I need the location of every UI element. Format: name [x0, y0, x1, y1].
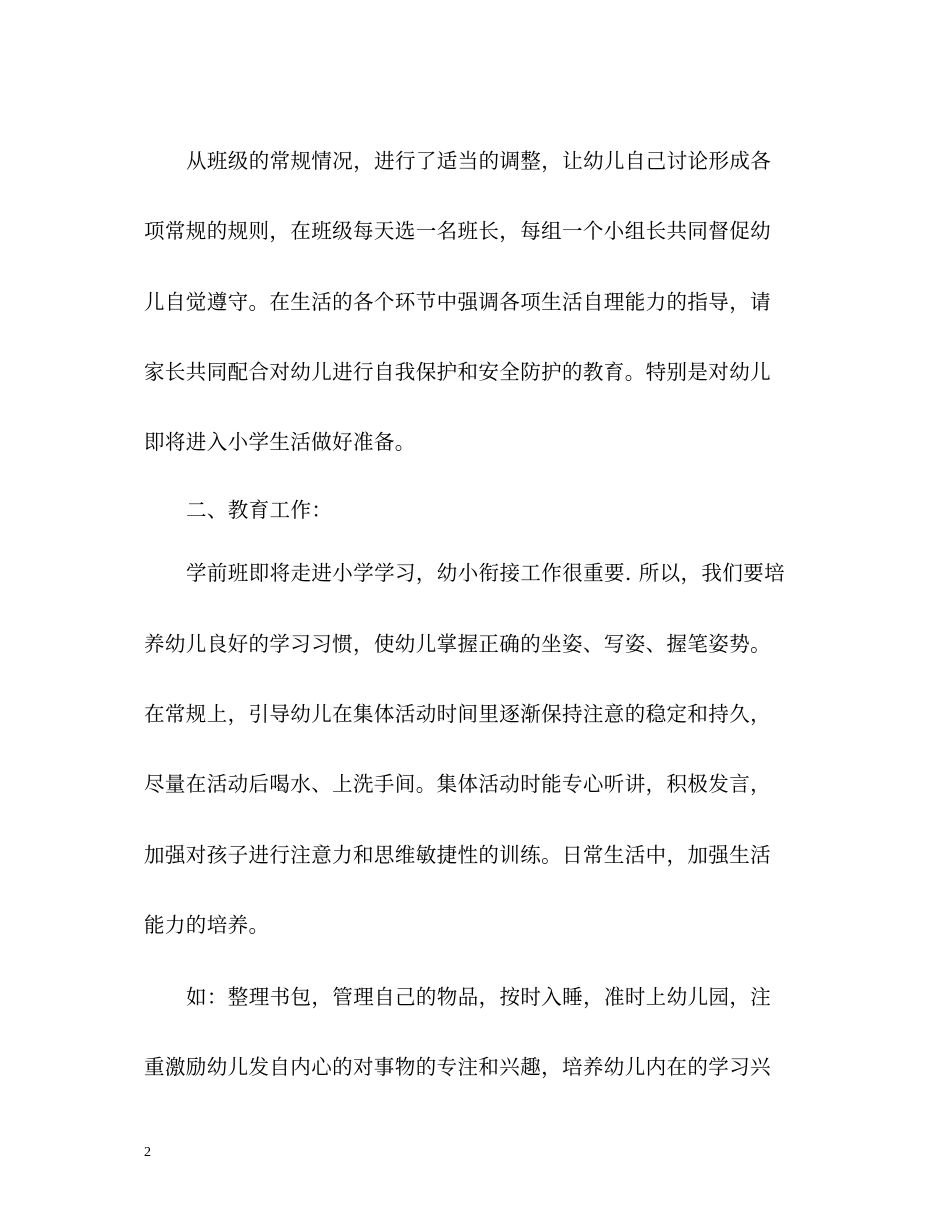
paragraph-line: 加强对孩子进行注意力和思维敏捷性的训练。日常生活中，加强生活: [144, 843, 771, 867]
paragraph-line: 重激励幼儿发自内心的对事物的专注和兴趣，培养幼儿内在的学习兴: [144, 1055, 771, 1079]
paragraph-line: 养幼儿良好的学习习惯，使幼儿掌握正确的坐姿、写姿、握笔姿势。: [144, 632, 771, 656]
page-number: 2: [144, 1145, 151, 1160]
paragraph-line: 在常规上，引导幼儿在集体活动时间里逐渐保持注意的稳定和持久，: [144, 702, 771, 726]
paragraph-line: 项常规的规则，在班级每天选一名班长，每组一个小组长共同督促幼: [144, 219, 771, 243]
paragraph-line: 如：整理书包，管理自己的物品，按时入睡，准时上幼儿园，注: [186, 985, 772, 1009]
paragraph-line: 从班级的常规情况，进行了适当的调整，让幼儿自己讨论形成各: [186, 149, 772, 173]
paragraph-line: 儿自觉遵守。在生活的各个环节中强调各项生活自理能力的指导，请: [144, 290, 771, 314]
paragraph-line: 即将进入小学生活做好准备。: [144, 430, 416, 454]
paragraph-line: 学前班即将走进小学学习，幼小衔接工作很重要. 所以，我们要培: [186, 561, 786, 585]
paragraph-line: 尽量在活动后喝水、上洗手间。集体活动时能专心听讲，积极发言，: [144, 772, 771, 796]
section-heading: 二、教育工作：: [186, 498, 333, 522]
paragraph-line: 能力的培养。: [144, 913, 270, 937]
paragraph-line: 家长共同配合对幼儿进行自我保护和安全防护的教育。特别是对幼儿: [144, 360, 771, 384]
